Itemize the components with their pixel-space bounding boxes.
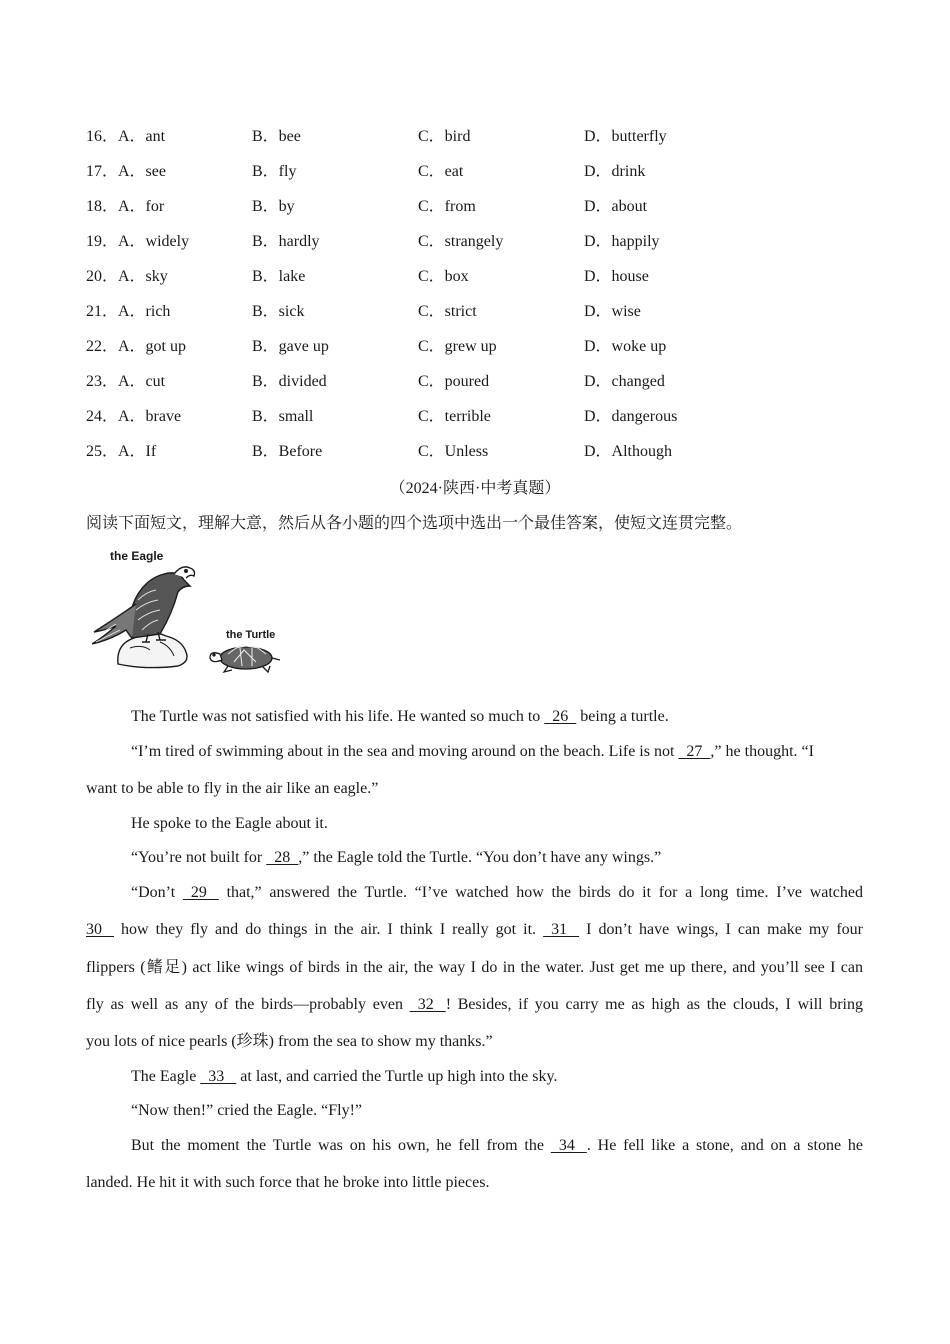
passage-line: flippers (鳍足) act like wings of birds in the air, the way I do in the water. Just get me up there, and you’ll see I can <box>86 959 863 976</box>
option-row-22 <box>86 335 866 359</box>
option-b: B．sick <box>252 303 305 320</box>
turtle-label: the Turtle <box>226 629 276 641</box>
passage-line: But the moment the Turtle was on his own, he fell from the 34 . He fell like a stone, and on a stone he <box>86 1133 863 1159</box>
option-b: B．small <box>252 408 314 425</box>
blank-30: 30 <box>86 921 114 938</box>
option-c: C．strangely <box>418 233 504 250</box>
option-d: D．wise <box>584 303 641 320</box>
option-row-24 <box>86 405 866 429</box>
blank-32: 32 <box>409 996 446 1013</box>
passage-line: “I’m tired of swimming about in the sea and moving around on the beach. Life is not 27 ,” he thought. “I <box>86 739 863 765</box>
option-a: 18．A．for <box>86 198 165 215</box>
blank-31: 31 <box>543 921 580 938</box>
option-a: 16．A．ant <box>86 128 166 145</box>
option-row-17 <box>86 160 866 184</box>
option-row-19 <box>86 230 866 254</box>
passage-line: 30 how they fly and do things in the air. I think I really got it. 31 I don’t have wings, I can make my four <box>86 917 863 943</box>
eagle-label: the Eagle <box>110 549 164 563</box>
option-a: 21．A．rich <box>86 303 171 320</box>
passage-line: “Now then!” cried the Eagle. “Fly!” <box>131 1102 363 1119</box>
passage-line: you lots of nice pearls (珍珠) from the sea to show my thanks.” <box>86 1033 493 1050</box>
option-row-25 <box>86 440 866 464</box>
passage-line: landed. He hit it with such force that he broke into little pieces. <box>86 1174 490 1191</box>
blank-29: 29 <box>182 884 219 901</box>
option-b: B．bee <box>252 128 301 145</box>
option-row-21 <box>86 300 866 324</box>
blank-27: 27 <box>678 743 711 760</box>
blank-34: 34 <box>550 1137 587 1154</box>
turtle-icon <box>210 646 280 672</box>
option-c: C．strict <box>418 303 477 320</box>
option-a: 19．A．widely <box>86 233 190 250</box>
blank-33: 33 <box>200 1068 237 1085</box>
option-d: D．drink <box>584 163 646 180</box>
option-b: B．Before <box>252 443 323 460</box>
option-d: D．happily <box>584 233 660 250</box>
option-c: C．terrible <box>418 408 491 425</box>
eagle-icon <box>92 567 195 668</box>
option-row-16 <box>86 125 866 149</box>
option-b: B．divided <box>252 373 327 390</box>
option-b: B．by <box>252 198 295 215</box>
passage-line: The Turtle was not satisfied with his life. He wanted so much to 26 being a turtle. <box>86 704 863 730</box>
option-a: 17．A．see <box>86 163 166 180</box>
option-d: D．dangerous <box>584 408 678 425</box>
source-citation: （2024·陕西·中考真题） <box>389 480 561 497</box>
option-a: 22．A．got up <box>86 338 187 355</box>
instructions: 阅读下面短文，理解大意，然后从各小题的四个选项中选出一个最佳答案，使短文连贯完整。 <box>86 515 743 532</box>
passage-line: fly as well as any of the birds—probably even 32 ! Besides, if you carry me as high as the clouds, I will bring <box>86 992 863 1018</box>
option-b: B．lake <box>252 268 306 285</box>
illustration-drawing <box>86 544 286 678</box>
eagle-turtle-illustration <box>86 544 286 678</box>
blank-28: 28 <box>266 849 299 866</box>
passage-line: “Don’t 29 that,” answered the Turtle. “I’ve watched how the birds do it for a long time. I’ve watched <box>86 880 863 906</box>
option-a: 20．A．sky <box>86 268 168 285</box>
option-c: C．from <box>418 198 476 215</box>
option-d: D．about <box>584 198 648 215</box>
blank-26: 26 <box>544 708 577 725</box>
passage-line: “You’re not built for 28 ,” the Eagle told the Turtle. “You don’t have any wings.” <box>86 845 863 871</box>
option-c: C．Unless <box>418 443 489 460</box>
passage-line: want to be able to fly in the air like an eagle.” <box>86 780 379 797</box>
option-d: D．woke up <box>584 338 667 355</box>
option-c: C．box <box>418 268 469 285</box>
option-a: 24．A．brave <box>86 408 182 425</box>
option-d: D．house <box>584 268 649 285</box>
option-b: B．hardly <box>252 233 320 250</box>
passage-line: The Eagle 33 at last, and carried the Turtle up high into the sky. <box>86 1064 863 1090</box>
option-c: C．grew up <box>418 338 497 355</box>
option-c: C．poured <box>418 373 490 390</box>
option-a: 23．A．cut <box>86 373 166 390</box>
option-c: C．bird <box>418 128 471 145</box>
option-b: B．gave up <box>252 338 329 355</box>
passage-line: He spoke to the Eagle about it. <box>131 815 328 832</box>
option-row-20 <box>86 265 866 289</box>
option-row-18 <box>86 195 866 219</box>
option-c: C．eat <box>418 163 464 180</box>
option-d: D．changed <box>584 373 665 390</box>
option-a: 25．A．If <box>86 443 157 460</box>
option-b: B．fly <box>252 163 297 180</box>
option-d: D．butterfly <box>584 128 667 145</box>
option-d: D．Although <box>584 443 673 460</box>
option-row-23 <box>86 370 866 394</box>
